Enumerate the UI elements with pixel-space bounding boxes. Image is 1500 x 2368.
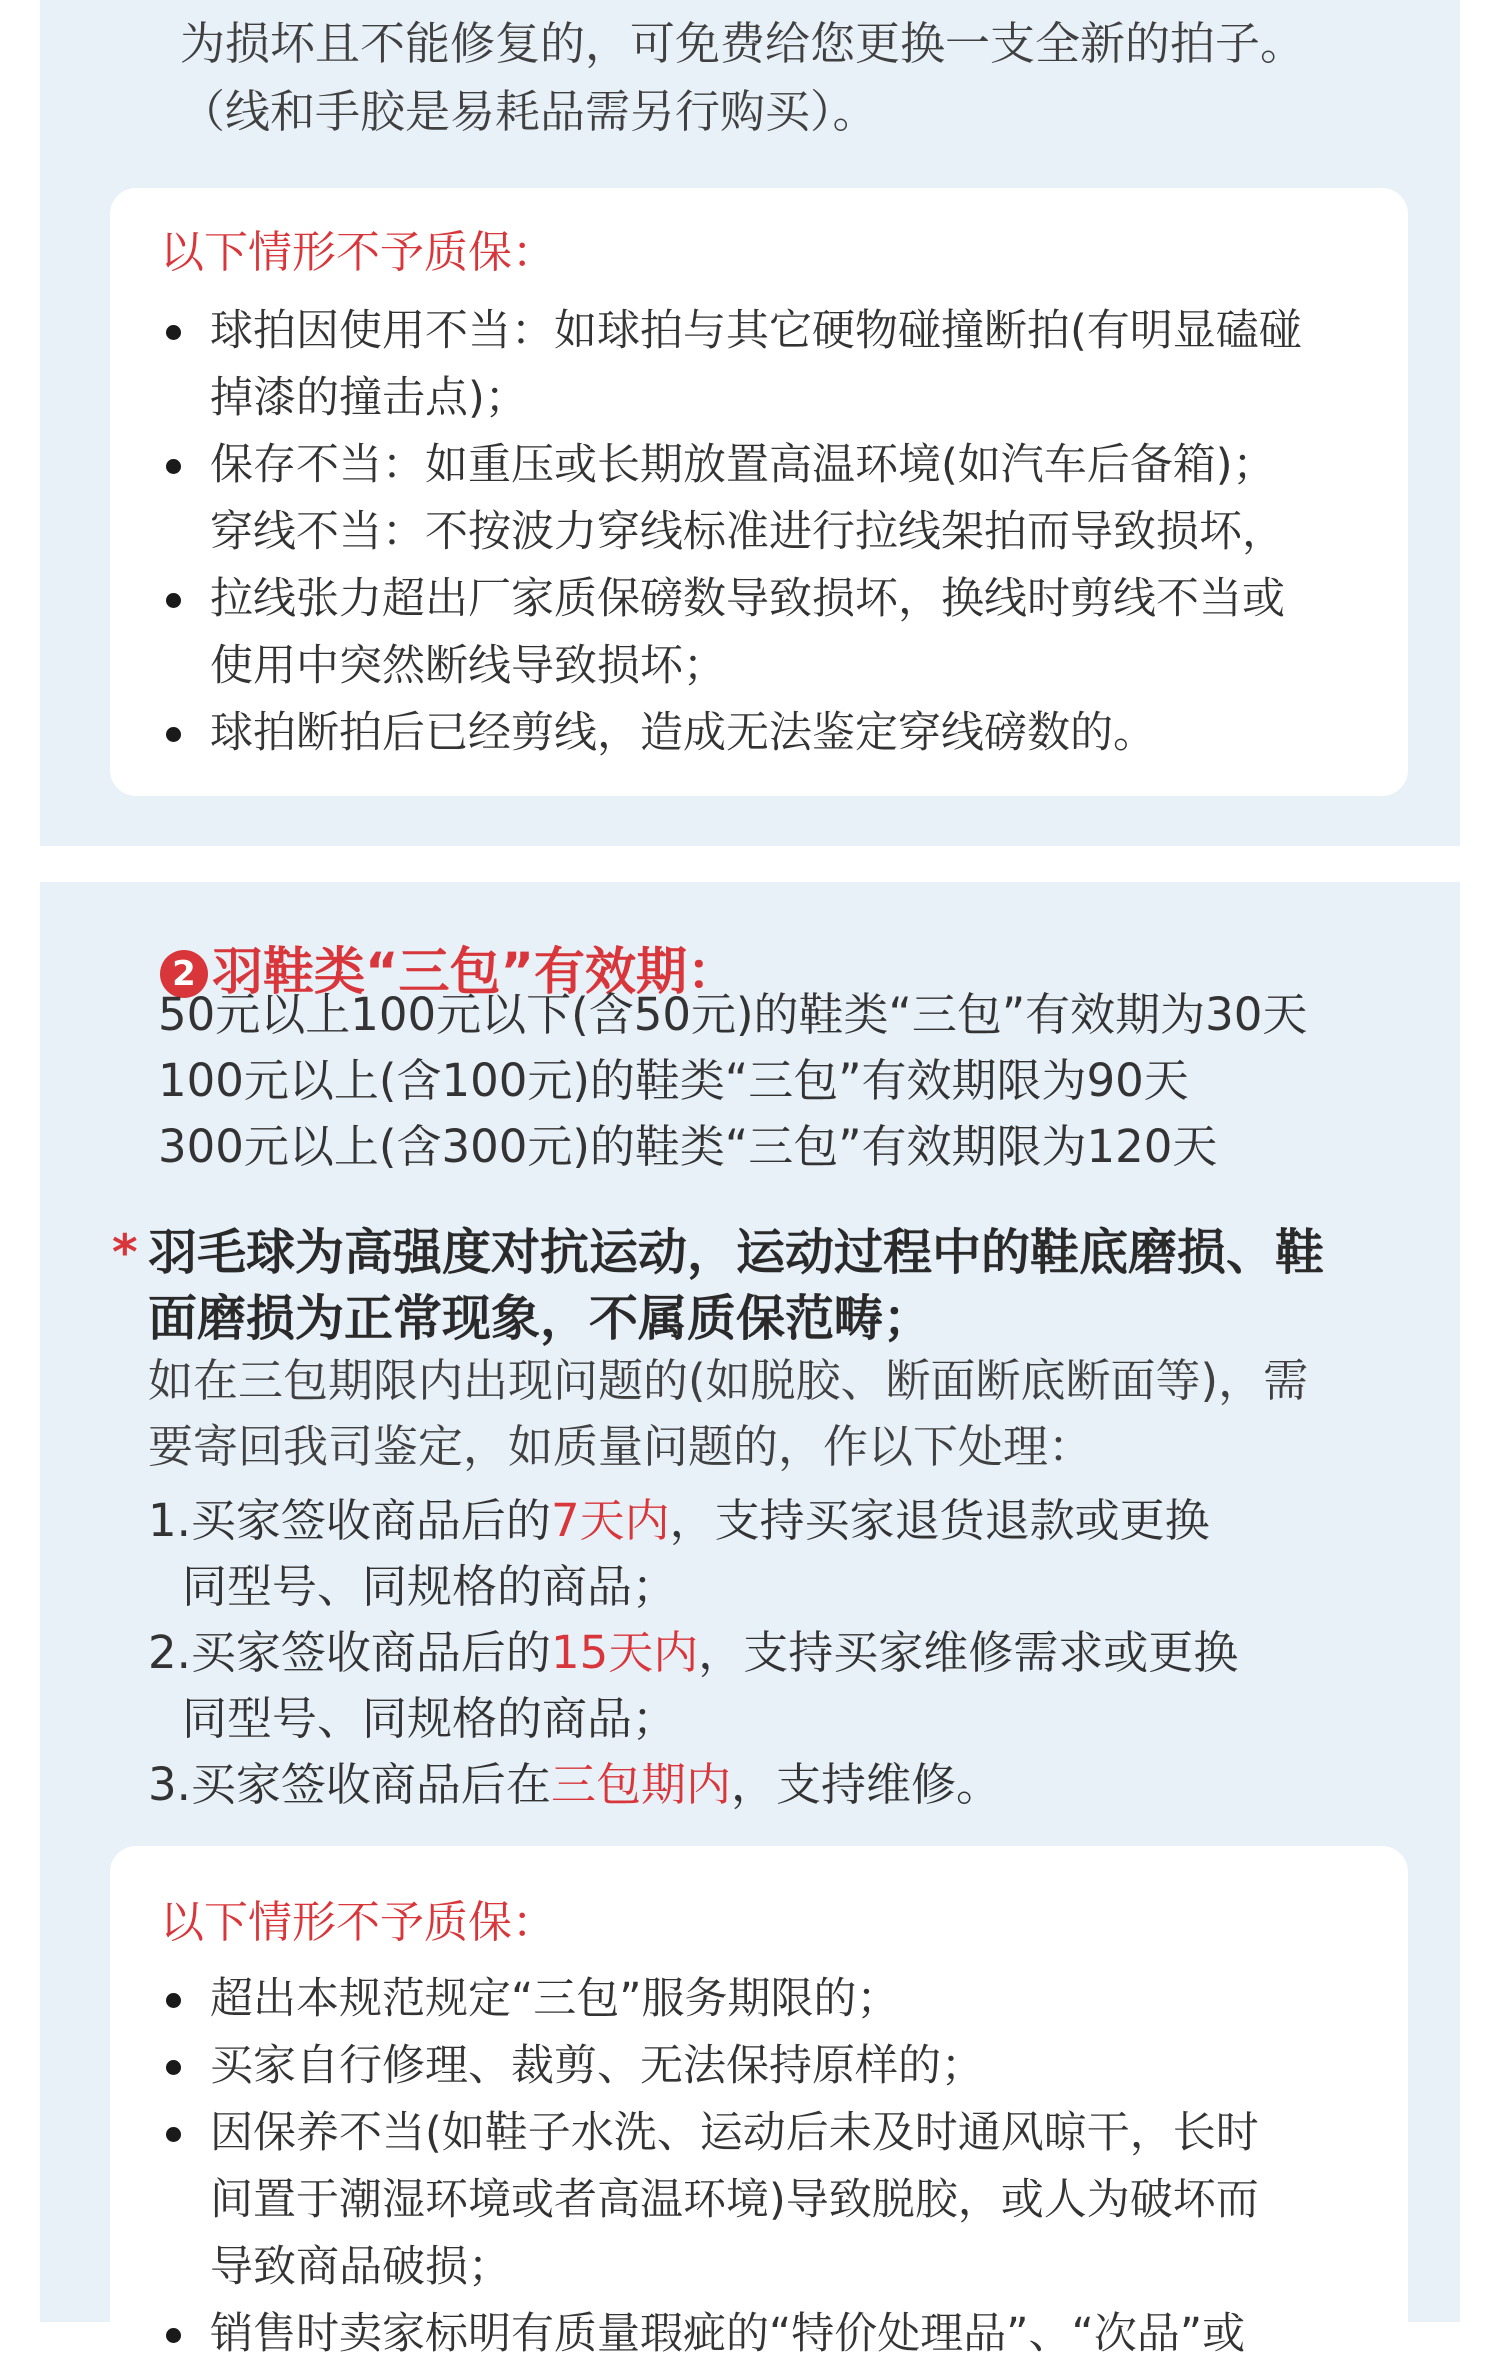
racket-exclusions-card [110,188,1408,796]
list-item [160,1966,1259,2033]
notice-line: 面磨损为正常现象，不属质保范畴； [148,1290,933,1347]
exclusions-title: 以下情形不予质保： [160,1897,556,1948]
list-item-line: 超出本规范规定“三包”服务期限的； [210,1974,900,2024]
shoe-exclusions-card [110,1846,1408,2366]
step-highlight: 7天内 [550,1494,670,1547]
step-highlight: 15天内 [550,1626,699,1679]
step-continuation: 同型号、同规格的商品； [182,1692,678,1745]
list-item [160,2301,1259,2368]
step-highlight: 三包期内 [550,1758,731,1811]
number-badge: 2 [160,950,208,998]
shoe-section-title: 羽鞋类“三包”有效期： [212,943,739,1002]
racket-warranty-panel [40,0,1460,846]
shoe-exclusions-list [160,1966,1259,2368]
list-item-line: 使用中突然断线导致损坏； [210,641,726,691]
step-item [148,1488,1238,1554]
list-item-line: 掉漆的撞击点)； [210,373,528,423]
list-item [160,298,1302,432]
step-continuation: 同型号、同规格的商品； [182,1560,678,1613]
handling-steps [148,1488,1238,1818]
exclusions-title: 以下情形不予质保： [160,227,556,278]
list-item-line: 因保养不当(如鞋子水洗、运动后未及时通风晾干，长时 [210,2108,1259,2158]
list-item-line: 间置于潮湿环境或者高温环境)导致脱胶，或人为破坏而 [210,2175,1259,2225]
step-prefix: 3.买家签收商品后在 [148,1758,551,1811]
warranty-periods [158,982,1307,1180]
intro-line: 为损坏且不能修复的，可免费给您更换一支全新的拍子。 [180,17,1306,70]
list-item-line: 保存不当：如重压或长期放置高温环境(如汽车后备箱)； [210,440,1276,490]
desc-line: 要寄回我司鉴定，如质量问题的，作以下处理： [148,1420,1094,1473]
list-item [160,2033,1259,2100]
intro-line: （线和手胶是易耗品需另行购买）。 [180,85,878,138]
wear-notice [112,1220,1324,1352]
list-item-line: 球拍因使用不当：如球拍与其它硬物碰撞断拍(有明显磕碰 [210,306,1302,356]
step-item [148,1620,1238,1686]
period-line: 300元以上(含300元)的鞋类“三包”有效期限为120天 [158,1120,1218,1173]
desc-line: 如在三包期限内出现问题的(如脱胶、断面断底断面等)，需 [148,1354,1309,1407]
list-item-line: 销售时卖家标明有质量瑕疵的“特价处理品”、“次品”或 [210,2309,1246,2359]
list-item [160,2100,1259,2301]
period-line: 100元以上(含100元)的鞋类“三包”有效期限为90天 [158,1054,1189,1107]
list-item [160,700,1302,767]
step-prefix: 2.买家签收商品后的 [148,1626,551,1679]
list-item-line: 导致商品破损； [210,2242,511,2292]
list-item [160,432,1302,566]
step-prefix: 1.买家签收商品后的 [148,1494,551,1547]
list-item-line: 穿线不当：不按波力穿线标准进行拉线架拍而导致损坏， [210,507,1285,557]
list-item-line: 买家自行修理、裁剪、无法保持原样的； [210,2041,984,2091]
racket-intro [180,10,1305,146]
list-item-line: 球拍断拍后已经剪线，造成无法鉴定穿线磅数的。 [210,708,1156,758]
step-suffix: ，支持买家退货退款或更换 [669,1494,1210,1547]
step-suffix: ，支持维修。 [730,1758,1001,1811]
inspection-description [148,1348,1308,1480]
step-item [148,1752,1238,1818]
list-item [160,566,1302,700]
shoe-warranty-panel [40,882,1460,2359]
racket-exclusions-list [160,298,1302,767]
step-suffix: ，支持买家维修需求或更换 [698,1626,1239,1679]
list-item-line: 拉线张力超出厂家质保磅数导致损坏，换线时剪线不当或 [210,574,1285,624]
asterisk-mark: * [112,1224,138,1281]
period-line: 50元以上100元以下(含50元)的鞋类“三包”有效期为30天 [158,988,1308,1041]
notice-line: 羽毛球为高强度对抗运动，运动过程中的鞋底磨损、鞋 [148,1224,1325,1281]
